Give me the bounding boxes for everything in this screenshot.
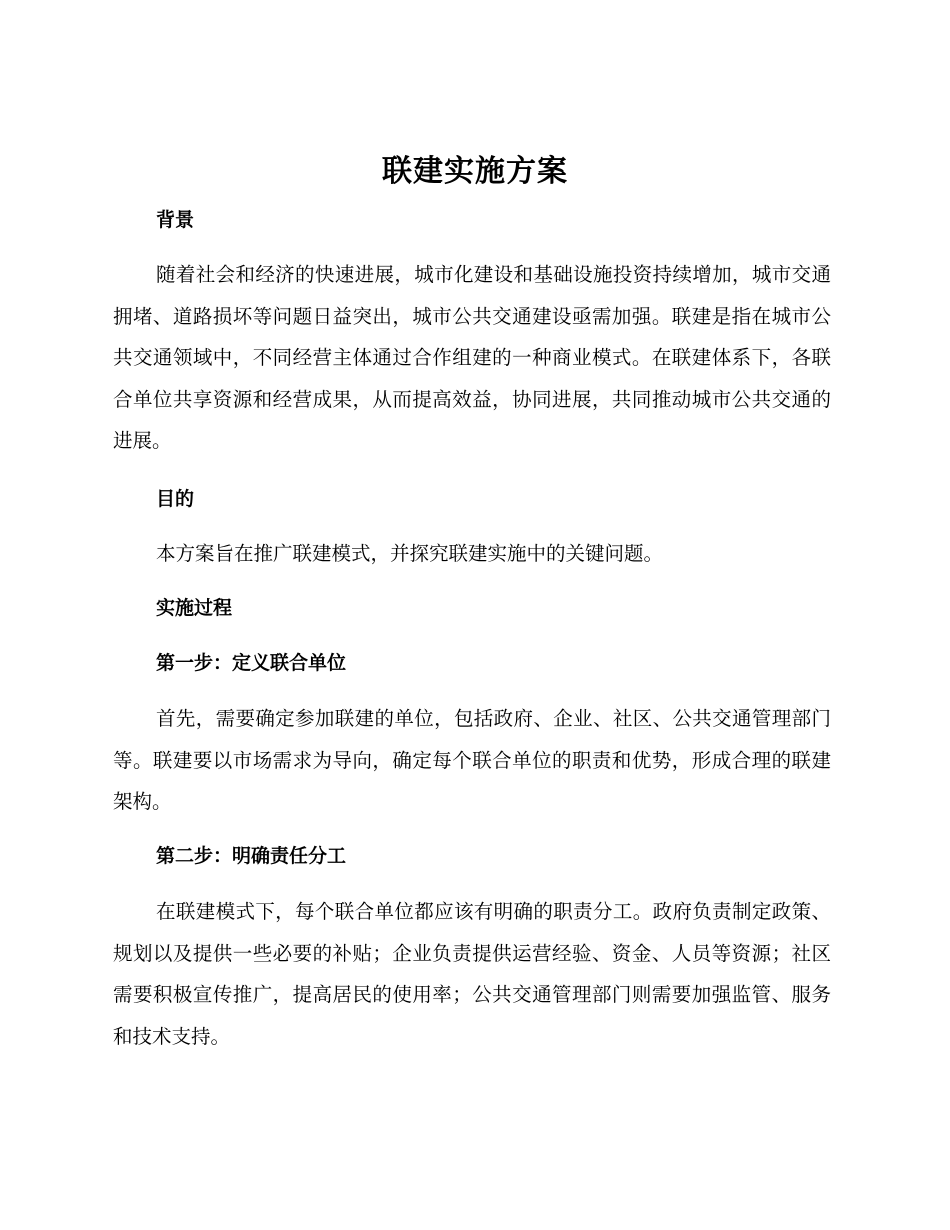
section-heading-purpose: 目的 [156, 488, 195, 510]
paragraph-purpose: 本方案旨在推广联建模式，并探究联建实施中的关键问题。 [156, 542, 664, 565]
step-heading-define-units: 第一步：定义联合单位 [156, 652, 347, 674]
section-heading-background: 背景 [156, 209, 195, 231]
paragraph-step2: 在联建模式下，每个联合单位都应该有明确的职责分工。政府负责制定政策、规划以及提供一些必要的补贴；企业负责提供运营经验、资金、人员等资源；社区需要积极宣传推广，提高居民的使用率；公共交通管理部门则需要加强监管、服务和技术支持。 [113, 900, 831, 1048]
paragraph-background: 随着社会和经济的快速进展，城市化建设和基础设施投资持续增加，城市交通拥堵、道路损坏等问题日益突出，城市公共交通建设亟需加强。联建是指在城市公共交通领域中，不同经营主体通过合作组建的一种商业模式。在联建体系下，各联合单位共享资源和经营成果，从而提高效益，协同进展，共同推动城市公共交通的进展。 [113, 263, 831, 452]
document-title: 联建实施方案 [382, 154, 568, 189]
step-heading-responsibilities: 第二步：明确责任分工 [156, 845, 347, 867]
section-heading-process: 实施过程 [156, 597, 233, 619]
paragraph-step1: 首先，需要确定参加联建的单位，包括政府、企业、社区、公共交通管理部门等。联建要以市场需求为导向，确定每个联合单位的职责和优势，形成合理的联建架构。 [113, 707, 831, 813]
